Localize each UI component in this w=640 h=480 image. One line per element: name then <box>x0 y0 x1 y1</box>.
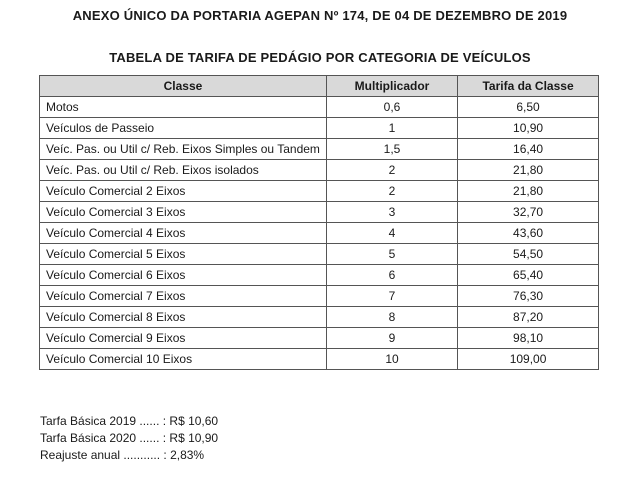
cell-multiplicador: 8 <box>326 307 457 328</box>
cell-multiplicador: 2 <box>326 160 457 181</box>
note-reajuste: Reajuste anual ........... : 2,83% <box>40 448 205 462</box>
table-row <box>40 223 599 244</box>
header-classe: Classe <box>40 76 327 97</box>
header-multiplicador: Multiplicador <box>326 76 457 97</box>
table-header-row <box>40 76 599 97</box>
table-row <box>40 202 599 223</box>
cell-multiplicador: 3 <box>326 202 457 223</box>
table-row <box>40 265 599 286</box>
cell-multiplicador: 5 <box>326 244 457 265</box>
cell-classe: Veículos de Passeio <box>40 118 327 139</box>
cell-classe: Veículo Comercial 7 Eixos <box>40 286 327 307</box>
cell-classe: Veículo Comercial 8 Eixos <box>40 307 327 328</box>
cell-multiplicador: 6 <box>326 265 457 286</box>
cell-classe: Veículo Comercial 5 Eixos <box>40 244 327 265</box>
table-row <box>40 181 599 202</box>
cell-multiplicador: 7 <box>326 286 457 307</box>
cell-multiplicador: 4 <box>326 223 457 244</box>
table-row <box>40 97 599 118</box>
cell-tarifa: 98,10 <box>458 328 599 349</box>
cell-tarifa: 10,90 <box>458 118 599 139</box>
note-tarifa-2020: Tarfa Básica 2020 ...... : R$ 10,90 <box>40 431 219 445</box>
cell-classe: Veículo Comercial 9 Eixos <box>40 328 327 349</box>
cell-multiplicador: 1,5 <box>326 139 457 160</box>
table-row <box>40 349 599 370</box>
cell-tarifa: 109,00 <box>458 349 599 370</box>
cell-classe: Veículo Comercial 10 Eixos <box>40 349 327 370</box>
note-tarifa-2019: Tarfa Básica 2019 ...... : R$ 10,60 <box>40 414 219 428</box>
cell-multiplicador: 0,6 <box>326 97 457 118</box>
cell-tarifa: 87,20 <box>458 307 599 328</box>
cell-tarifa: 21,80 <box>458 160 599 181</box>
header-tarifa: Tarifa da Classe <box>458 76 599 97</box>
document-title: ANEXO ÚNICO DA PORTARIA AGEPAN Nº 174, DE 04 DE DEZEMBRO DE 2019 <box>72 8 568 23</box>
table-row <box>40 307 599 328</box>
table-row <box>40 139 599 160</box>
cell-classe: Motos <box>40 97 327 118</box>
table-row <box>40 286 599 307</box>
cell-multiplicador: 1 <box>326 118 457 139</box>
cell-classe: Veíc. Pas. ou Util c/ Reb. Eixos isolados <box>40 160 327 181</box>
table-row <box>40 160 599 181</box>
cell-tarifa: 6,50 <box>458 97 599 118</box>
table-title: TABELA DE TARIFA DE PEDÁGIO POR CATEGORIA DE VEÍCULOS <box>109 50 531 65</box>
table-row <box>40 118 599 139</box>
cell-tarifa: 76,30 <box>458 286 599 307</box>
cell-classe: Veículo Comercial 2 Eixos <box>40 181 327 202</box>
cell-classe: Veíc. Pas. ou Util c/ Reb. Eixos Simples ou Tandem <box>40 139 327 160</box>
cell-tarifa: 43,60 <box>458 223 599 244</box>
tariff-table <box>39 75 599 370</box>
table-row <box>40 328 599 349</box>
table-row <box>40 244 599 265</box>
cell-multiplicador: 2 <box>326 181 457 202</box>
notes-block <box>40 413 218 464</box>
cell-classe: Veículo Comercial 3 Eixos <box>40 202 327 223</box>
cell-tarifa: 16,40 <box>458 139 599 160</box>
cell-classe: Veículo Comercial 4 Eixos <box>40 223 327 244</box>
cell-classe: Veículo Comercial 6 Eixos <box>40 265 327 286</box>
cell-tarifa: 54,50 <box>458 244 599 265</box>
cell-tarifa: 21,80 <box>458 181 599 202</box>
cell-tarifa: 65,40 <box>458 265 599 286</box>
cell-tarifa: 32,70 <box>458 202 599 223</box>
cell-multiplicador: 9 <box>326 328 457 349</box>
cell-multiplicador: 10 <box>326 349 457 370</box>
